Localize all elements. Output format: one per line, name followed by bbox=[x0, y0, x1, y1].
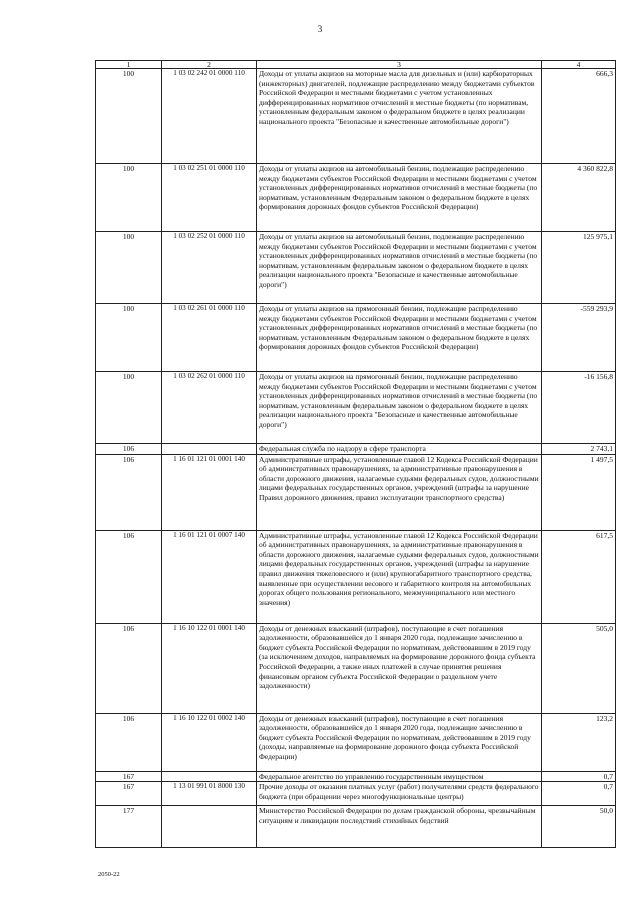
admin-code-cell: 106 bbox=[96, 713, 162, 771]
amount-cell: -16 156,8 bbox=[542, 372, 616, 444]
budget-code-cell: 1 03 02 242 01 0000 110 bbox=[162, 69, 257, 164]
description-cell: Административные штрафы, установленные главой 12 Кодекса Российской Федерации об административных правонарушениях, за административные правонарушения в области дорожного движения, налагаемые судьями федеральных судов, должностными лицами федеральных государственных органов, учреждений (штрафы за нарушение правил движения тяжеловесного и (или) крупногабаритного транспортного средства, выявленные при осуществлении весового и габаритного контроля на автомобильных дорогах общего пользования регионального, межмуниципального или местного значения) bbox=[257, 530, 542, 623]
budget-code-cell: 1 16 10 122 01 0001 140 bbox=[162, 623, 257, 713]
revenue-table bbox=[95, 60, 616, 848]
admin-code-cell: 100 bbox=[96, 304, 162, 372]
admin-code-cell: 100 bbox=[96, 69, 162, 164]
description-cell: Доходы от уплаты акцизов на моторные масла для дизельных и (или) карбюраторных (инжекторных) двигателей, подлежащие распределению между бюджетами субъектов Российской Федерации и местными бюджетами с учетом установленных дифференцированных нормативов отчислений в местные бюджеты (по нормативам, установленным федеральным законом о федеральном бюджете в целях реализации национального проекта "Безопасные и качественные автомобильные дороги") bbox=[257, 69, 542, 164]
admin-code-cell: 106 bbox=[96, 444, 162, 455]
admin-code-cell: 177 bbox=[96, 806, 162, 848]
description-cell: Прочие доходы от оказания платных услуг (работ) получателями средств федерального бюджета (при обращении через многофункциональные центры) bbox=[257, 782, 542, 806]
admin-code-cell: 167 bbox=[96, 771, 162, 782]
amount-cell: 2 743,1 bbox=[542, 444, 616, 455]
table-row bbox=[96, 713, 616, 771]
amount-cell: 1 497,5 bbox=[542, 454, 616, 530]
budget-code-cell: 1 16 01 121 01 0001 140 bbox=[162, 454, 257, 530]
table-row bbox=[96, 372, 616, 444]
amount-cell: -559 293,9 bbox=[542, 304, 616, 372]
table-row bbox=[96, 304, 616, 372]
table-row bbox=[96, 806, 616, 848]
table-row bbox=[96, 454, 616, 530]
table-row bbox=[96, 69, 616, 164]
description-cell: Федеральное агентство по управлению государственным имуществом bbox=[257, 771, 542, 782]
admin-code-cell: 106 bbox=[96, 623, 162, 713]
amount-cell: 0,7 bbox=[542, 771, 616, 782]
description-cell: Доходы от уплаты акцизов на автомобильный бензин, подлежащие распределению между бюджетами субъектов Российской Федерации и местными бюджетами с учетом установленных дифференцированных нормативов отчислений в местные бюджеты (по нормативам, установленным федеральным законом о федеральном бюджете в целях реализации национального проекта "Безопасные и качественные автомобильные дороги") bbox=[257, 232, 542, 304]
description-cell: Доходы от денежных взысканий (штрафов), поступающие в счет погашения задолженности, образовавшейся до 1 января 2020 года, подлежащие зачислению в бюджет субъекта Российской Федерации по нормативам, действовавшим в 2019 году (доходы, направляемые на формирование дорожного фонда субъекта Российской Федерации) bbox=[257, 713, 542, 771]
admin-code-cell: 167 bbox=[96, 782, 162, 806]
budget-code-cell: 1 16 01 121 01 0007 140 bbox=[162, 530, 257, 623]
column-header: 1 bbox=[96, 61, 162, 69]
description-cell: Доходы от денежных взысканий (штрафов), поступающие в счет погашения задолженности, образовавшейся до 1 января 2020 года, подлежащие зачислению в бюджет субъекта Российской Федерации по нормативам, действовавшим в 2019 году (за исключением доходов, направляемых на формирование дорожного фонда субъекта Российской Федерации, а также иных платежей в случае принятия решения финансовым органом субъекта Российской Федерации о раздельном учете задолженности) bbox=[257, 623, 542, 713]
budget-code-cell bbox=[162, 444, 257, 455]
amount-cell: 50,0 bbox=[542, 806, 616, 848]
admin-code-cell: 100 bbox=[96, 372, 162, 444]
amount-cell: 505,0 bbox=[542, 623, 616, 713]
admin-code-cell: 100 bbox=[96, 164, 162, 232]
budget-code-cell bbox=[162, 771, 257, 782]
table-row bbox=[96, 623, 616, 713]
table-row bbox=[96, 771, 616, 782]
budget-code-cell: 1 03 02 251 01 0000 110 bbox=[162, 164, 257, 232]
budget-code-cell: 1 16 10 122 01 0002 140 bbox=[162, 713, 257, 771]
table-row bbox=[96, 232, 616, 304]
description-cell: Доходы от уплаты акцизов на автомобильный бензин, подлежащие распределению между бюджетами субъектов Российской Федерации и местными бюджетами с учетом установленных дифференцированных нормативов отчислений в местные бюджеты (по нормативам, установленным Федеральным законом о федеральном бюджете в целях формирования дорожных фондов субъектов Российской Федерации) bbox=[257, 164, 542, 232]
table-row bbox=[96, 782, 616, 806]
description-cell: Административные штрафы, установленные главой 12 Кодекса Российской Федерации об административных правонарушениях, за административные правонарушения в области дорожного движения, налагаемые судьями федеральных судов, должностными лицами федеральных государственных органов, учреждений (штрафы за нарушение Правил дорожного движения, правил эксплуатации транспортного средства) bbox=[257, 454, 542, 530]
amount-cell: 125 975,1 bbox=[542, 232, 616, 304]
budget-code-cell bbox=[162, 806, 257, 848]
amount-cell: 617,5 bbox=[542, 530, 616, 623]
amount-cell: 0,7 bbox=[542, 782, 616, 806]
description-cell: Федеральная служба по надзору в сфере транспорта bbox=[257, 444, 542, 455]
table-row bbox=[96, 444, 616, 455]
admin-code-cell: 100 bbox=[96, 232, 162, 304]
column-header: 4 bbox=[542, 61, 616, 69]
budget-code-cell: 1 03 02 261 01 0000 110 bbox=[162, 304, 257, 372]
description-cell: Министерство Российской Федерации по делам гражданской обороны, чрезвычайным ситуациям и ликвидации последствий стихийных бедствий bbox=[257, 806, 542, 848]
admin-code-cell: 106 bbox=[96, 530, 162, 623]
column-header: 2 bbox=[162, 61, 257, 69]
amount-cell: 123,2 bbox=[542, 713, 616, 771]
description-cell: Доходы от уплаты акцизов на прямогонный бензин, подлежащие распределению между бюджетами субъектов Российской Федерации и местными бюджетами с учетом установленных дифференцированных нормативов отчислений в местные бюджеты (по нормативам, установленным федеральным законом о федеральном бюджете в целях реализации национального проекта "Безопасные и качественные автомобильные дороги") bbox=[257, 372, 542, 444]
budget-code-cell: 1 03 02 262 01 0000 110 bbox=[162, 372, 257, 444]
budget-code-cell: 1 13 01 991 01 8000 130 bbox=[162, 782, 257, 806]
column-number-row bbox=[96, 61, 616, 69]
budget-code-cell: 1 03 02 252 01 0000 110 bbox=[162, 232, 257, 304]
table-row bbox=[96, 164, 616, 232]
column-header: 3 bbox=[257, 61, 542, 69]
description-cell: Доходы от уплаты акцизов на прямогонный бензин, подлежащие распределению между бюджетами субъектов Российской Федерации и местными бюджетами с учетом установленных дифференцированных нормативов отчислений в местные бюджеты (по нормативам, установленным Федеральным законом о федеральном бюджете в целях формирования дорожных фондов субъектов Российской Федерации) bbox=[257, 304, 542, 372]
table-body bbox=[96, 69, 616, 848]
footer-code: 2050-22 bbox=[98, 871, 120, 878]
amount-cell: 4 360 822,8 bbox=[542, 164, 616, 232]
page-number: 3 bbox=[317, 24, 323, 34]
admin-code-cell: 106 bbox=[96, 454, 162, 530]
amount-cell: 666,3 bbox=[542, 69, 616, 164]
table-row bbox=[96, 530, 616, 623]
